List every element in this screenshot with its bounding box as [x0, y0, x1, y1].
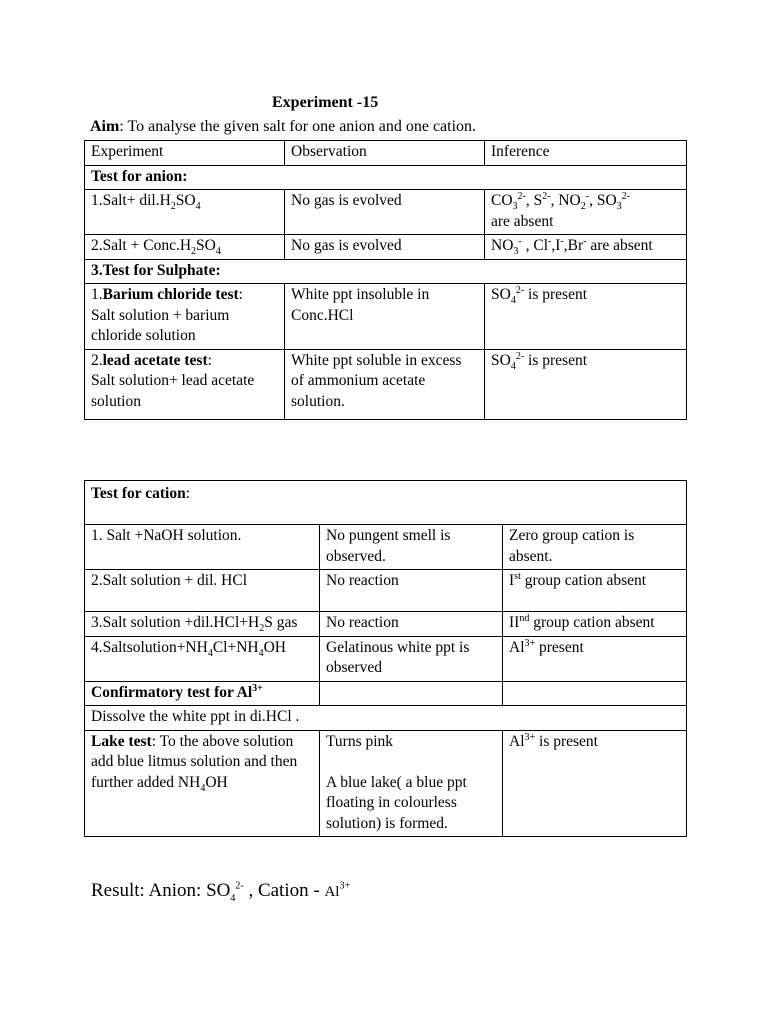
observation-cell: Gelatinous white ppt is observed: [320, 636, 503, 681]
text: Turns pink: [326, 732, 394, 750]
text: Al: [509, 732, 525, 750]
experiment-cell: [85, 190, 285, 235]
superscript: 2-: [515, 350, 525, 362]
experiment-cell: 2.Salt solution + dil. HCl: [85, 570, 320, 612]
superscript: 2-: [515, 284, 525, 296]
table-row: [85, 612, 687, 637]
text: SO: [491, 351, 511, 369]
subscript: 2: [191, 246, 197, 258]
text: Confirmatory test for Al: [91, 683, 253, 701]
text: OH: [205, 773, 228, 791]
superscript: -: [585, 190, 590, 202]
inference-cell: [503, 636, 687, 681]
inference-cell: [503, 681, 687, 706]
subscript: 3: [616, 201, 622, 213]
experiment-cell: 1. Salt +NaOH solution.: [85, 525, 320, 570]
subscript: 2: [170, 201, 176, 213]
superscript: 3+: [252, 682, 263, 694]
table-row: [85, 349, 687, 419]
text: , Cation -: [243, 880, 325, 901]
superscript: nd: [519, 612, 530, 624]
subscript: 4: [195, 201, 201, 213]
text: Salt solution + barium chloride solution: [91, 306, 230, 344]
subscript: 2: [580, 201, 586, 213]
cation-section-title: [85, 481, 687, 525]
text: group cation absent: [529, 614, 655, 631]
subscript: 2: [259, 623, 265, 635]
result-line: [91, 880, 350, 902]
superscript: 2-: [542, 190, 551, 202]
text: :: [207, 351, 212, 369]
superscript: 3+: [524, 637, 536, 649]
observation-cell: No reaction: [320, 612, 503, 637]
text: I: [509, 572, 515, 589]
subscript: 4: [215, 246, 221, 258]
superscript: -: [548, 235, 552, 247]
table-row: [85, 706, 687, 731]
text: SO: [175, 192, 196, 209]
text: 1.Salt+ dil.H: [91, 192, 171, 209]
table-row: [85, 525, 687, 570]
text: :: [238, 286, 243, 303]
text: NO: [491, 237, 514, 254]
text: ,Br: [563, 237, 584, 254]
text: group cation absent: [520, 572, 647, 589]
subscript: 4: [207, 647, 213, 659]
text: present: [535, 638, 584, 656]
inference-cell: Zero group cation is absent.: [503, 525, 687, 570]
subscript: 4: [510, 295, 516, 307]
text: :: [185, 485, 191, 502]
superscript: -: [518, 235, 522, 247]
anion-section-title: Test for anion:: [85, 165, 687, 190]
subscript: 4: [510, 360, 516, 372]
superscript: 2-: [235, 880, 244, 892]
observation-cell: [320, 730, 503, 837]
dissolve-instruction: Dissolve the white ppt in di.HCl .: [85, 706, 687, 731]
confirmatory-title: [85, 681, 320, 706]
observation-cell: No gas is evolved: [285, 235, 485, 260]
table-row: [85, 481, 687, 525]
section-heading: Test for cation: [91, 485, 186, 502]
text: is present: [535, 732, 598, 750]
text: S gas: [264, 614, 298, 631]
subscript: 4: [258, 647, 264, 659]
table-row: [85, 259, 687, 284]
text: Result: Anion: SO: [91, 880, 231, 901]
experiment-cell: [85, 284, 285, 350]
text: A blue lake( a blue ppt floating in colourless solution) is formed.: [326, 773, 467, 832]
observation-cell: White ppt insoluble in Conc.HCl: [285, 284, 485, 350]
observation-cell: White ppt soluble in excess of ammonium acetate solution.: [285, 349, 485, 419]
text: : To the above solution add blue litmus solution and then further added NH: [91, 732, 298, 791]
observation-cell: No gas is evolved: [285, 190, 485, 235]
experiment-cell: [85, 235, 285, 260]
text: 2.Salt + Conc.H: [91, 237, 192, 254]
text: OH: [263, 638, 286, 656]
test-name: Lake test: [91, 732, 152, 750]
experiment-cell: [85, 730, 320, 837]
inference-cell: [485, 190, 687, 235]
text: , Cl: [521, 237, 549, 254]
subscript: 4: [230, 892, 236, 904]
header-inference: Inference: [485, 141, 687, 166]
observation-cell: [320, 681, 503, 706]
table-row: [85, 570, 687, 612]
text: CO: [491, 192, 513, 209]
aim-text: : To analyse the given salt for one anion and one cation.: [119, 118, 477, 135]
text: SO: [491, 286, 511, 303]
text: are absent: [586, 237, 653, 254]
superscript: 3+: [339, 880, 351, 892]
table-row: [85, 636, 687, 681]
text: , NO: [550, 192, 581, 209]
inference-cell: [503, 730, 687, 837]
text: is present: [524, 286, 588, 303]
inference-cell: [503, 612, 687, 637]
experiment-cell: [85, 612, 320, 637]
experiment-cell: [85, 349, 285, 419]
superscript: -: [583, 235, 587, 247]
text: 2.: [91, 351, 103, 369]
table-row: [85, 235, 687, 260]
text: 3.Salt solution +dil.HCl+H: [91, 614, 260, 631]
aim-label: Aim: [90, 118, 120, 135]
superscript: st: [514, 570, 521, 582]
superscript: 3+: [524, 731, 536, 743]
text: , S: [525, 192, 543, 209]
text: SO: [196, 237, 216, 254]
aim-line: [90, 118, 476, 136]
test-name: lead acetate test: [102, 351, 208, 369]
text: Al: [324, 884, 340, 900]
header-experiment: Experiment: [85, 141, 285, 166]
text: 4.Saltsolution+NH: [91, 638, 208, 656]
text: are absent: [491, 212, 554, 230]
experiment-cell: [85, 636, 320, 681]
text: 1.: [91, 286, 103, 303]
text: II: [509, 614, 520, 631]
test-name: Barium chloride test: [102, 286, 239, 303]
text: Salt solution+ lead acetate solution: [91, 372, 255, 410]
subscript: 3: [512, 201, 518, 213]
superscript: -: [560, 235, 564, 247]
table-row: [85, 284, 687, 350]
subscript: 4: [200, 782, 206, 794]
inference-cell: [503, 570, 687, 612]
inference-cell: [485, 235, 687, 260]
text: Al: [509, 638, 525, 656]
subscript: 3: [513, 246, 519, 258]
superscript: 2-: [621, 190, 631, 202]
anion-table: [84, 140, 687, 420]
text: Cl+NH: [212, 638, 259, 656]
observation-cell: No reaction: [320, 570, 503, 612]
header-row: [85, 141, 687, 166]
table-row: [85, 165, 687, 190]
table-row: [85, 190, 687, 235]
text: is present: [524, 351, 588, 369]
header-observation: Observation: [285, 141, 485, 166]
table-row: [85, 681, 687, 706]
cation-table: [84, 480, 687, 837]
superscript: 2-: [517, 190, 526, 202]
table-row: [85, 730, 687, 837]
text: , SO: [589, 192, 617, 209]
text: ,I: [551, 237, 561, 254]
inference-cell: [485, 284, 687, 350]
sulphate-section-title: 3.Test for Sulphate:: [85, 259, 687, 284]
experiment-title: Experiment -15: [272, 94, 379, 111]
inference-cell: [485, 349, 687, 419]
observation-cell: No pungent smell is observed.: [320, 525, 503, 570]
